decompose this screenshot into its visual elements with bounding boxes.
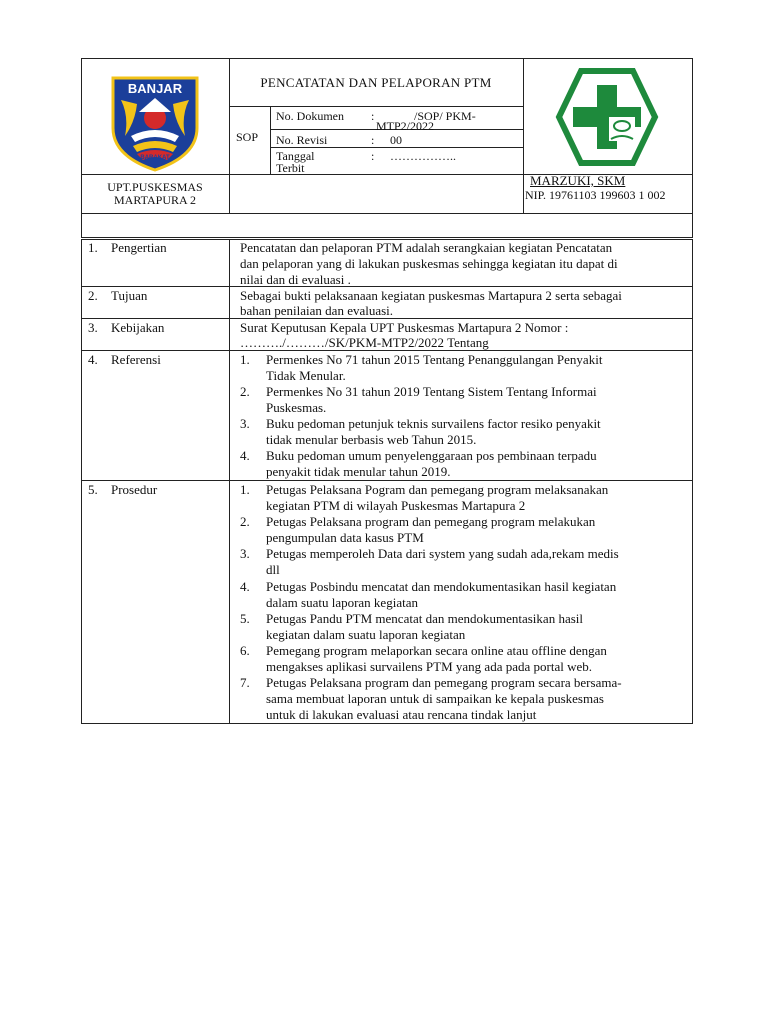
prosedur-item-line-2: sama membuat laporan untuk di sampaikan ke kepala puskesmas — [266, 691, 604, 706]
puskesmas-logo-icon — [555, 67, 659, 167]
referensi-item-number: 3. — [240, 416, 250, 431]
referensi-item-number: 4. — [240, 448, 250, 463]
prosedur-item-line-1: Petugas memperoleh Data dari system yang sudah ada,rekam medis — [266, 546, 619, 561]
section-pengertian-number: 1. — [88, 240, 98, 255]
prosedur-item-number: 3. — [240, 546, 250, 561]
prosedur-item-number: 5. — [240, 611, 250, 626]
blank-row-left — [81, 213, 82, 237]
org-name-line-2: MARTAPURA 2 — [113, 193, 196, 207]
prosedur-item-number: 4. — [240, 579, 250, 594]
body-row-divider-1 — [81, 286, 693, 287]
blank-row-right — [692, 213, 693, 237]
doc-number-value-1: /SOP/ PKM- — [414, 109, 476, 123]
kebijakan-text-line-2: ………./………/SK/PKM-MTP2/2022 Tentang — [240, 335, 489, 350]
section-tujuan-number: 2. — [88, 288, 98, 303]
prosedur-item-line-2: mengakses aplikasi survailens PTM yang ada pada portal web. — [266, 659, 592, 674]
date-value: …………….. — [390, 149, 456, 163]
prosedur-item-line-2: kegiatan dalam suatu laporan kegiatan — [266, 627, 466, 642]
referensi-item-line-1: Buku pedoman petunjuk teknis survailens factor resiko penyakit — [266, 416, 601, 431]
header-row-divider-2 — [270, 147, 523, 148]
sop-label: SOP — [236, 130, 259, 144]
referensi-item-line-1: Permenkes No 31 tahun 2019 Tentang Sistem Tentang Informai — [266, 384, 597, 399]
pengertian-text-line-2: dan pelaporan yang di lakukan puskesmas sehingga kegiatan itu dapat di — [240, 256, 618, 271]
document-title: PENCATATAN DAN PELAPORAN PTM — [260, 75, 492, 90]
prosedur-item-line-1: Petugas Pandu PTM mencatat dan mendokumentasikan hasil — [266, 611, 583, 626]
section-kebijakan-label: Kebijakan — [111, 320, 165, 335]
body-col-divider — [229, 239, 230, 723]
tujuan-text-line-1: Sebagai bukti pelaksanaan kegiatan puskesmas Martapura 2 serta sebagai — [240, 288, 622, 303]
section-tujuan-label: Tujuan — [111, 288, 148, 303]
blank-row-bottom — [81, 237, 693, 238]
prosedur-item-number: 7. — [240, 675, 250, 690]
referensi-item-line-2: Puskesmas. — [266, 400, 327, 415]
prosedur-item-number: 6. — [240, 643, 250, 658]
prosedur-item-line-1: Petugas Posbindu mencatat dan mendokumentasikan hasil kegiatan — [266, 579, 617, 594]
doc-number-value-2: MTP2/2022 — [376, 119, 435, 133]
body-border-right — [692, 239, 693, 723]
body-row-divider-4 — [81, 480, 693, 481]
signer-nip: NIP. 19761103 199603 1 002 — [525, 188, 666, 202]
kebijakan-text-line-1: Surat Keputusan Kepala UPT Puskesmas Martapura 2 Nomor : — [240, 320, 569, 335]
org-name-line-1: UPT.PUSKESMAS — [107, 180, 203, 194]
doc-number-separator: : — [371, 109, 375, 123]
referensi-item-number: 1. — [240, 352, 250, 367]
prosedur-item-number: 2. — [240, 514, 250, 529]
signer-name: MARZUKI, SKM — [530, 173, 626, 188]
section-kebijakan-number: 3. — [88, 320, 98, 335]
prosedur-item-line-2: kegiatan PTM di wilayah Puskesmas Martapura 2 — [266, 498, 526, 513]
prosedur-item-line-2: dll — [266, 562, 280, 577]
section-referensi-number: 4. — [88, 352, 98, 367]
prosedur-item-line-1: Petugas Pelaksana program dan pemegang program secara bersama- — [266, 675, 622, 690]
date-label-2: Terbit — [276, 161, 305, 175]
banjar-emblem-icon — [109, 76, 201, 172]
header-col-divider-sop — [270, 106, 271, 174]
emblem-district-label: BANJAR — [127, 81, 183, 96]
section-prosedur-number: 5. — [88, 482, 98, 497]
prosedur-item-line-3: untuk di lakukan evaluasi atau rencana tindak lanjut — [266, 707, 537, 722]
section-prosedur-label: Prosedur — [111, 482, 158, 497]
tujuan-text-line-2: bahan penilaian dan evaluasi. — [240, 303, 394, 318]
pengertian-text-line-1: Pencatatan dan pelaporan PTM adalah serangkaian kegiatan Pencatatan — [240, 240, 613, 255]
date-label-1: Tanggal — [276, 149, 315, 163]
prosedur-item-line-2: dalam suatu laporan kegiatan — [266, 595, 418, 610]
prosedur-item-line-1: Pemegang program melaporkan secara online atau offline dengan — [266, 643, 607, 658]
header-border-right — [692, 58, 693, 213]
header-bottom-divider — [81, 213, 693, 214]
doc-number-label: No. Dokumen — [276, 109, 344, 123]
pengertian-text-line-3: nilai dan di evaluasi . — [240, 272, 351, 287]
prosedur-item-line-1: Petugas Pelaksana program dan pemegang program melakukan — [266, 514, 596, 529]
section-referensi-label: Referensi — [111, 352, 161, 367]
section-pengertian-label: Pengertian — [111, 240, 167, 255]
body-border-bottom — [81, 723, 693, 724]
referensi-item-number: 2. — [240, 384, 250, 399]
referensi-item-line-2: penyakit tidak menular tahun 2019. — [266, 464, 451, 479]
referensi-item-line-2: Tidak Menular. — [266, 368, 346, 383]
header-border-top — [81, 58, 693, 59]
header-title-divider — [229, 106, 523, 107]
prosedur-item-line-1: Petugas Pelaksana Pogram dan pemegang program melaksanakan — [266, 482, 609, 497]
emblem-motto: BARAKAT — [140, 155, 170, 161]
referensi-item-line-2: tidak menular berbasis web Tahun 2015. — [266, 432, 477, 447]
date-separator: : — [371, 149, 375, 163]
prosedur-item-number: 1. — [240, 482, 250, 497]
revision-separator: : — [371, 133, 375, 147]
prosedur-item-line-2: pengumpulan data kasus PTM — [266, 530, 424, 545]
revision-value: 00 — [390, 133, 402, 147]
referensi-item-line-1: Buku pedoman umum penyelenggaraan pos pembinaan terpadu — [266, 448, 597, 463]
body-border-left — [81, 239, 82, 723]
header-col-divider-2 — [523, 58, 524, 213]
referensi-item-line-1: Permenkes No 71 tahun 2015 Tentang Penanggulangan Penyakit — [266, 352, 603, 367]
revision-label: No. Revisi — [276, 133, 328, 147]
